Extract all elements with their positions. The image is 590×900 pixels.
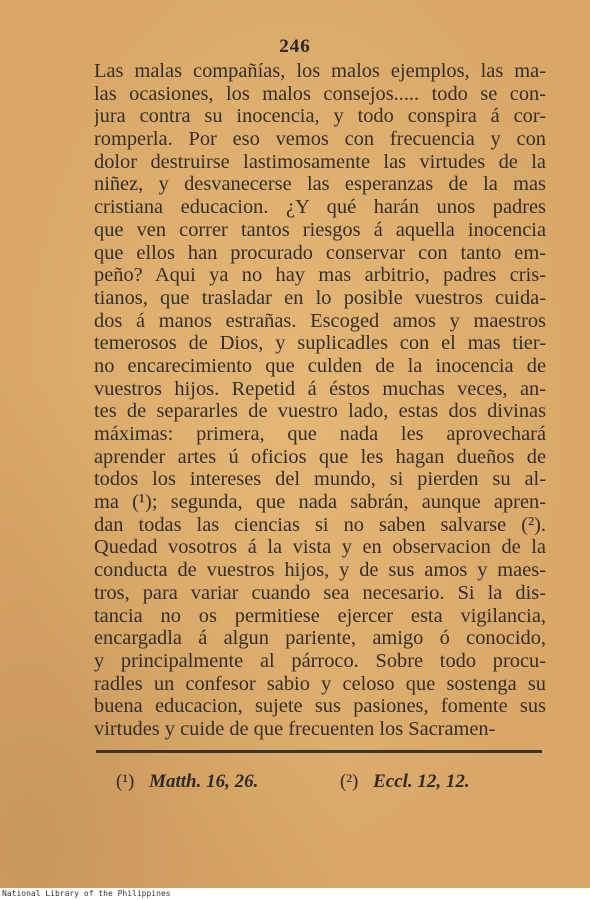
text-line: dos á manos estrañas. Escoged amos y maestros xyxy=(94,309,546,332)
body-text xyxy=(94,60,546,741)
text-line: Quedad vosotros á la vista y en observacion de la xyxy=(94,536,546,559)
text-line: tros, para variar cuando sea necesario. Si la dis- xyxy=(94,581,546,604)
text-line: jura contra su inocencia, y todo conspira á cor- xyxy=(94,105,546,128)
text-line: vuestros hijos. Repetid á éstos muchas veces, an- xyxy=(94,377,546,400)
text-line: todos los intereses del mundo, si pierden su al- xyxy=(94,468,546,491)
text-line: dan todas las ciencias si no saben salvarse (²). xyxy=(94,513,546,536)
footnote-marker: (¹) xyxy=(116,771,135,792)
text-line: buena educacion, sujete sus pasiones, fomente sus xyxy=(94,695,546,718)
text-line: las ocasiones, los malos consejos..... todo se con- xyxy=(94,82,546,105)
text-line: virtudes y cuide de que frecuenten los Sacramen- xyxy=(94,717,496,740)
text-line: que ellos han procurado conservar con tanto em- xyxy=(94,241,546,264)
text-line: romperla. Por eso vemos con frecuencia y con xyxy=(94,128,546,151)
text-line: temerosos de Dios, y suplicadles con el mas tier- xyxy=(94,332,546,355)
text-line: tancia no os permitiese ejercer esta vigilancia, xyxy=(94,604,546,627)
library-credit: National Library of the Philippines xyxy=(2,889,171,898)
page-number: 246 xyxy=(279,36,311,57)
text-line: dolor destruirse lastimosamente las virtudes de la xyxy=(94,150,546,173)
text-line: conducta de vuestros hijos, y de sus amos y maes- xyxy=(94,559,546,582)
footnote-marker: (²) xyxy=(340,771,359,792)
footnote-reference: Eccl. 12, 12. xyxy=(373,771,470,792)
text-line: máximas: primera, que nada les aprovechará xyxy=(94,423,546,445)
text-line: tianos, que trasladar en lo posible vuestros cuida- xyxy=(94,286,546,309)
text-line: que ven correr tantos riesgos á aquella inocencia xyxy=(94,218,546,241)
footnote-divider xyxy=(96,750,542,753)
text-line: radles un confesor sabio y celoso que sostenga su xyxy=(94,672,546,695)
text-line: peño? Aqui ya no hay mas arbitrio, padres cris- xyxy=(94,264,546,287)
text-line: Las malas compañías, los malos ejemplos, las ma- xyxy=(94,60,546,82)
footnote-2 xyxy=(340,771,470,793)
text-line: encargadla á algun pariente, amigo ó conocido, xyxy=(94,627,546,650)
text-line: niñez, y desvanecerse las esperanzas de la mas xyxy=(94,173,546,196)
text-line: aprender artes ú oficios que les hagan dueños de xyxy=(94,445,546,468)
text-line: cristiana educacion. ¿Y qué harán unos padres xyxy=(94,196,546,219)
text-line: y principalmente al párroco. Sobre todo procu- xyxy=(94,649,546,672)
footnote-reference: Matth. 16, 26. xyxy=(149,771,259,792)
footnote-1 xyxy=(116,771,258,793)
text-line: tes de separarles de vuestro lado, estas dos divinas xyxy=(94,400,546,423)
text-line: ma (¹); segunda, que nada sabrán, aunque apren- xyxy=(94,491,546,514)
text-line: no encarecimiento que culden de la inocencia de xyxy=(94,354,546,377)
